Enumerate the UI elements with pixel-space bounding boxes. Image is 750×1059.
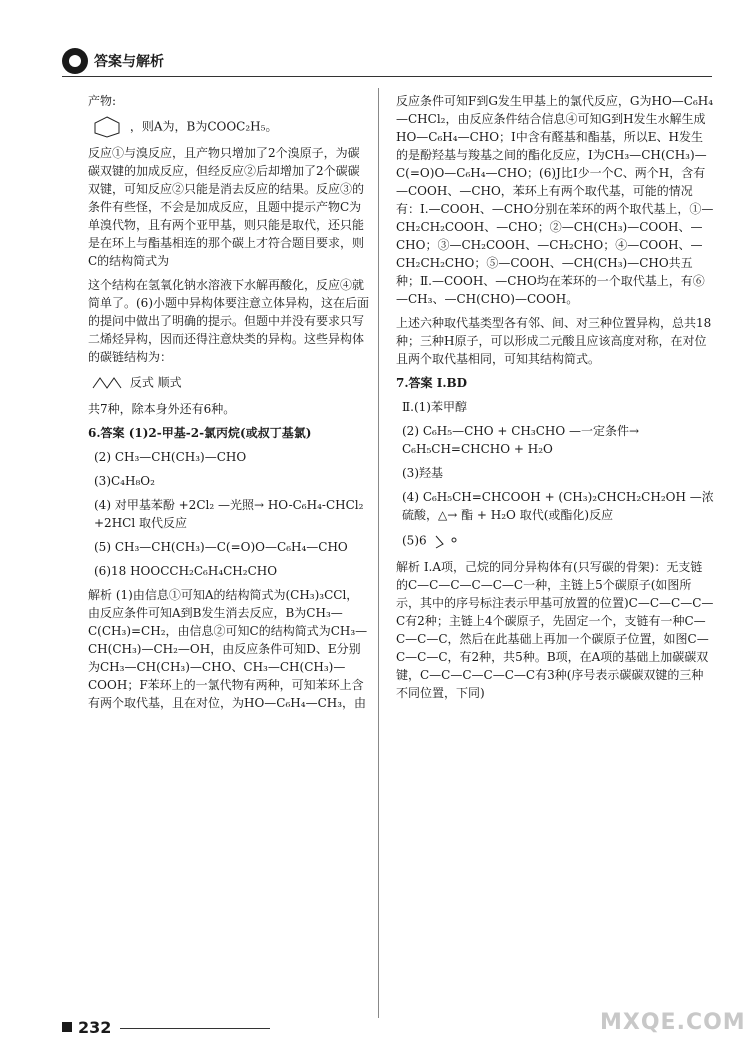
answer-7-2: (2) C₆H₅—CHO + CH₃CHO —一定条件→ C₆H₅CH=CHCHO + H₂O — [402, 424, 640, 456]
left-p4: 这个结构在氢氧化钠水溶液下水解再酸化，反应④就简单了。(6)小题中异构体要注意立体异构，这在后面的提问中做出了明确的提示。但题中并没有要求只写二烯烃异构，因而还得注意炔类的异构。这些异构体的碳链结构为： — [88, 278, 370, 364]
answer-6-head: 6.答案 (1)2-甲基-2-氯丙烷(或叔丁基氯) — [88, 426, 312, 440]
watermark-logo: MXQE.COM — [600, 1010, 746, 1035]
header-title: 答案与解析 — [94, 54, 164, 70]
answer-6-6: (6)18 HOOCCH₂C₆H₄CH₂CHO — [94, 564, 278, 578]
page-number: 232 — [78, 1018, 112, 1037]
footer-square-icon — [62, 1022, 72, 1032]
right-p2: 上述六种取代基类型各有邻、间、对三种位置异构，总共18种；三种H原子，可以形成二元酸且应该高度对称，在对位且两个取代基相同，可知其结构简式。 — [396, 316, 712, 366]
answer-7-3: (3)羟基 — [402, 466, 443, 480]
answer-6-2: (2) CH₃—CH(CH₃)—CHO — [94, 450, 247, 464]
ester-skeleton-structure-icon — [434, 530, 464, 552]
answer-6-3: (3)C₄H₈O₂ — [94, 474, 155, 488]
right-p1: 反应条件可知F到G发生甲基上的氯代反应，G为HO—C₆H₄—CHCl₂，由反应条件结合信息④可知G到H发生水解生成HO—C₆H₄—CHO；I中含有醛基和酯基，所以E、H发生的是酚羟基与羧基之间的酯化反应，I为CH₃—CH(CH₃)—C(=O)O—C₆H₄—CHO；(6)J比I少一个C、两个H，含有—COOH、—CHO，苯环上有两个取代基，可能的情况有：Ⅰ.—COOH、—CHO分别在苯环的两个取代基上，①—CH₂CH₂COOH、—CHO；②—CH(CH₃)—COOH、—CHO；③—CH₂COOH、—CH₂CHO；④—COOH、—CH₂CH₂CHO；⑤—COOH、—CH(CH₃)—CHO共五种；Ⅱ.—COOH、—CHO均在苯环的一个取代基上，有⑥—CH₃、—CH(CHO)—COOH。 — [396, 94, 714, 306]
analysis-6: 解析 (1)由信息①可知A的结构简式为(CH₃)₃CCl，由反应条件可知A到B发生消去反应，B为CH₃—C(CH₃)=CH₂，由信息②可知C的结构简式为CH₃—CH(CH₃)—CH₂—OH，由反应条件可知D、E分别为CH₃—CH(CH₃)—CHO、CH₃—CH(CH₃)—COOH；F苯环上的一氯代物有两种，可知苯环上含有两个取代基，且在对位，为HO—C₆H₄—CH₃，由 — [88, 588, 368, 710]
carbon-chain-structure-icon — [92, 372, 122, 394]
page-header — [62, 48, 712, 78]
right-column — [396, 92, 714, 708]
analysis-7: 解析 Ⅰ.A项，己烷的同分异构体有(只写碳的骨架)：无支链的C—C—C—C—C—C一种，主链上5个碳原子(如图所示，其中的序号标注表示甲基可放置的位置)C—C—C—C—C有2种；主链上4个碳原子，先固定一个，支链有一种C—C—C—C，然后在此基础上再加一个碳原子位置，如图C—C—C—C，有2种，共5种。B项，在A项的基础上加碳碳双键，C—C—C—C—C—C有3种(序号表示碳碳双键的三种不同位置，下同) — [396, 560, 714, 700]
answer-7-5-text: (5)6 — [402, 533, 427, 548]
left-p2-text: ，则A为，B为COOC₂H₅。 — [129, 119, 278, 134]
isomer-labels: 反式 顺式 — [129, 375, 182, 390]
left-p2 — [88, 116, 370, 138]
left-p5 — [88, 372, 370, 394]
left-p6: 共7种，除本身外还有6种。 — [88, 402, 236, 416]
left-p1: 产物: — [88, 94, 117, 108]
footer-rule — [120, 1028, 270, 1029]
left-p3: 反应①与溴反应，且产物只增加了2个溴原子，为碳碳双键的加成反应，但经反应②后却增加了2个碳碳双键，可知反应②只能是消去反应的结果。反应③的条件有些怪，不会是加成反应，且题中提示产物C为单溴代物，且有两个亚甲基，则只能是取代，还只能是在环上与酯基相连的那个碳上才符合题目要求，则C的结构简式为 — [88, 146, 365, 268]
book-logo-icon — [62, 48, 88, 74]
answer-7-4: (4) C₆H₅CH=CHCOOH + (CH₃)₂CHCH₂CH₂OH —浓硫酸，△→ 酯 + H₂O 取代(或酯化)反应 — [402, 490, 714, 522]
answer-6-5: (5) CH₃—CH(CH₃)—C(=O)O—C₆H₄—CHO — [94, 540, 348, 554]
answer-7-ii: Ⅱ.(1)苯甲醇 — [402, 400, 467, 414]
answer-7-head: 7.答案 Ⅰ.BD — [396, 376, 468, 390]
column-divider — [378, 88, 379, 1018]
answer-6-4: (4) 对甲基苯酚 +2Cl₂ —光照→ HO-C₆H₄-CHCl₂ +2HCl 取代反应 — [94, 498, 364, 530]
header-rule — [62, 76, 712, 77]
benzene-ester-structure-icon — [92, 116, 122, 138]
left-column — [88, 92, 370, 718]
answer-7-5 — [396, 530, 714, 552]
